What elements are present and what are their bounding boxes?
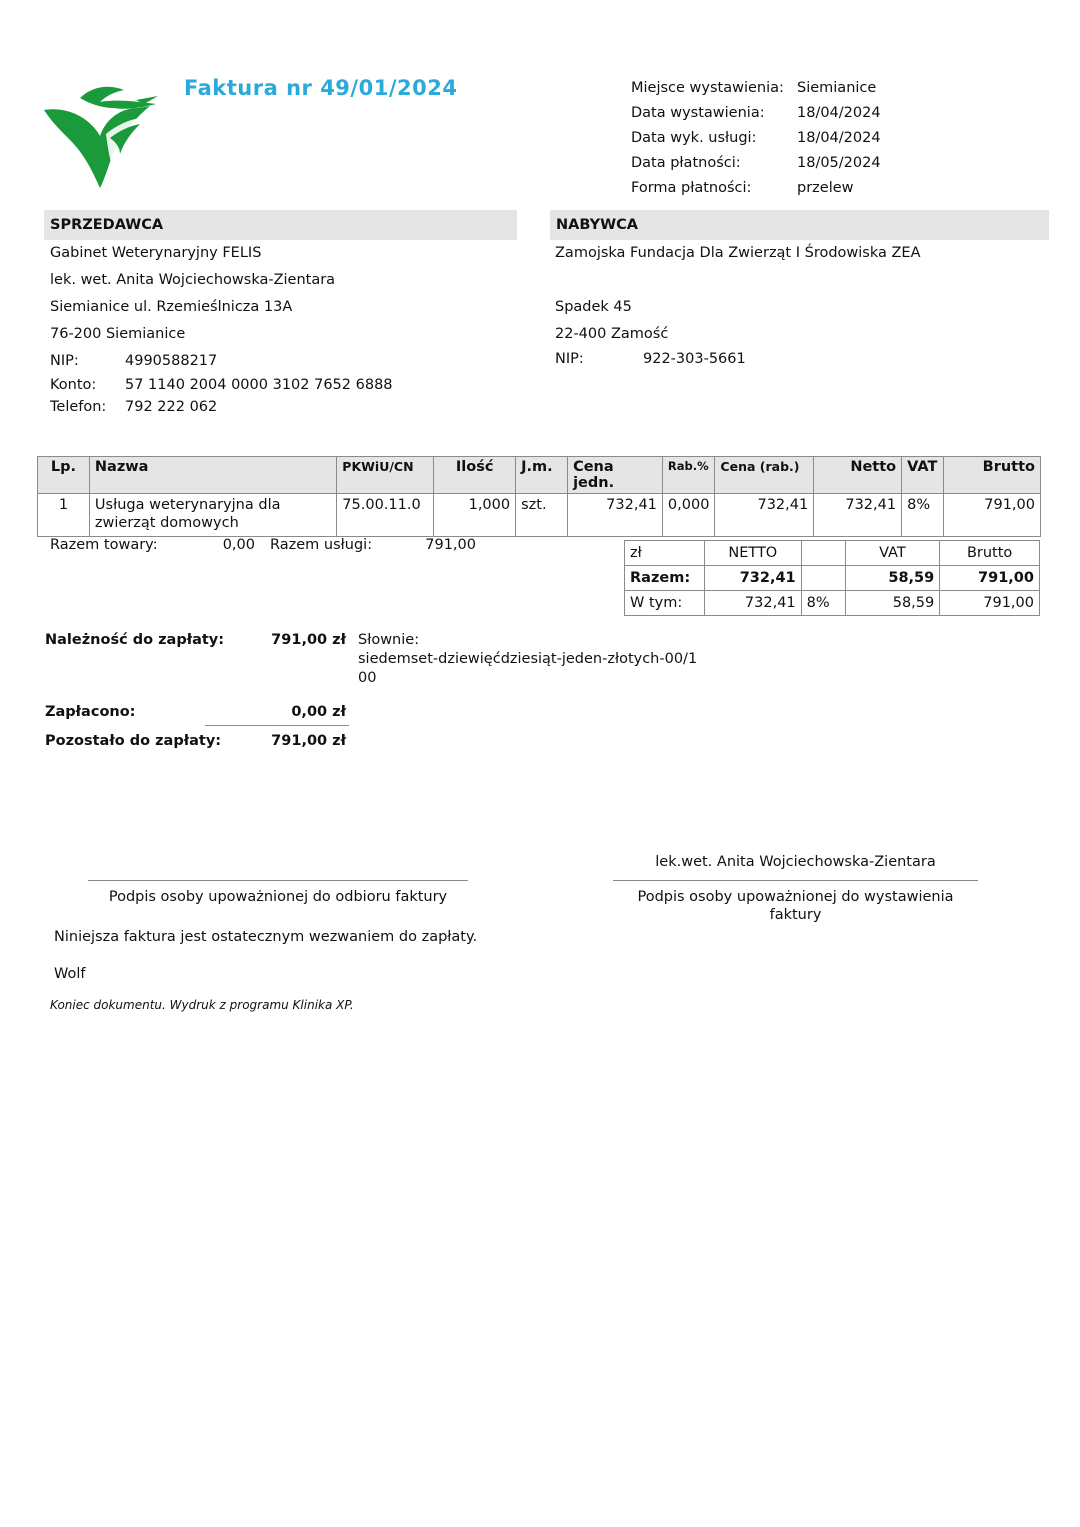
col-gross: Brutto [944,457,1041,494]
vat-sum-gross: 791,00 [940,566,1040,591]
seller-nip-value: 4990588217 [125,353,218,369]
seller-phone-value: 792 222 062 [125,399,218,415]
col-qty: Ilość [434,457,516,494]
goods-total-value: 0,00 [222,537,255,553]
amount-words-line1: siedemset-dziewięćdziesiąt-jeden-złotych-00/1 [358,651,698,667]
buyer-block [555,240,1045,370]
meta-label: Forma płatności: [631,180,752,196]
meta-value: Siemianice [797,80,877,96]
goods-total-label: Razem towary: [50,537,158,553]
cell-net: 732,41 [814,494,902,537]
vat-header-row [625,541,1040,566]
cell-price-disc: 732,41 [715,494,814,537]
vat-incl-row [625,591,1040,616]
document-end: Koniec dokumentu. Wydruk z programu Klinika XP. [50,998,354,1012]
meta-value: 18/04/2024 [797,130,881,146]
vat-h-gross: Brutto [940,541,1040,566]
seller-person: lek. wet. Anita Wojciechowska-Zientara [50,272,336,288]
cell-unit: szt. [516,494,568,537]
issuer-signature-line [613,880,978,881]
col-discount: Rab.% [662,457,715,494]
buyer-nip-value: 922-303-5661 [643,351,746,367]
cell-gross: 791,00 [944,494,1041,537]
services-total-label: Razem usługi: [270,537,373,553]
seller-nip-label: NIP: [50,353,79,369]
vat-h-rate [801,541,845,566]
meta-row [631,151,881,176]
meta-label: Data wystawienia: [631,105,765,121]
paid-value: 0,00 zł [291,704,346,720]
vat-incl-gross: 791,00 [940,591,1040,616]
vat-summary-table [624,540,1040,616]
amount-words-line2: 00 [358,670,377,686]
cell-discount: 0,000 [662,494,715,537]
meta-label: Miejsce wystawienia: [631,80,784,96]
col-pkwiu: PKWiU/CN [337,457,434,494]
invoice-meta [631,76,881,201]
seller-heading: SPRZEDAWCA [44,210,517,240]
cell-pkwiu: 75.00.11.0 [337,494,434,537]
amount-words-label: Słownie: [358,632,420,648]
items-header-row [38,457,1041,494]
invoice-title: Faktura nr 49/01/2024 [184,76,458,100]
services-total-value: 791,00 [425,537,476,553]
final-notice: Niniejsza faktura jest ostatecznym wezwaniem do zapłaty. [54,929,478,945]
issuer-signature-caption-1: Podpis osoby upoważnionej do wystawienia [637,889,954,905]
col-unit: J.m. [516,457,568,494]
table-row [38,494,1041,537]
amount-due-value: 791,00 zł [271,632,346,648]
issuer-signature-caption-2: faktury [769,907,822,923]
buyer-spacer [555,267,1045,294]
paid-label: Zapłacono: [45,704,136,720]
remaining-label: Pozostało do zapłaty: [45,733,222,749]
seller-account-label: Konto: [50,377,97,393]
cell-vat: 8% [902,494,944,537]
vat-incl-label: W tym: [625,591,705,616]
cell-price: 732,41 [568,494,663,537]
col-lp: Lp. [38,457,90,494]
vat-sum-net: 732,41 [704,566,801,591]
paid-divider [205,725,349,726]
col-vat: VAT [902,457,944,494]
cell-lp: 1 [38,494,90,537]
seller-block [50,240,510,418]
meta-label: Data płatności: [631,155,741,171]
vat-sum-vat: 58,59 [845,566,940,591]
items-table [37,456,1041,537]
vat-incl-vat: 58,59 [845,591,940,616]
cell-qty: 1,000 [434,494,516,537]
col-net: Netto [814,457,902,494]
seller-phone-label: Telefon: [50,399,107,415]
seller-city: 76-200 Siemianice [50,326,186,342]
seller-name: Gabinet Weterynaryjny FELIS [50,245,262,261]
meta-row [631,76,881,101]
seller-account [50,374,510,396]
clinic-logo [40,78,165,190]
vat-incl-net: 732,41 [704,591,801,616]
col-price: Cena jedn. [568,457,663,494]
vat-sum-row [625,566,1040,591]
buyer-street: Spadek 45 [555,299,632,315]
vat-incl-rate: 8% [801,591,845,616]
buyer-heading: NABYWCA [550,210,1049,240]
col-name: Nazwa [89,457,336,494]
seller-street: Siemianice ul. Rzemieślnicza 13A [50,299,293,315]
remaining-value: 791,00 zł [271,733,346,749]
meta-row [631,126,881,151]
issuer-name: lek.wet. Anita Wojciechowska-Zientara [655,854,936,870]
receiver-signature-line [88,880,468,881]
col-price-disc: Cena (rab.) [715,457,814,494]
meta-value: 18/05/2024 [797,155,881,171]
meta-row [631,101,881,126]
cell-name: Usługa weterynaryjna dla zwierząt domowych [89,494,336,537]
buyer-name: Zamojska Fundacja Dla Zwierząt I Środowiska ZEA [555,245,921,261]
meta-row [631,176,881,201]
seller-account-value: 57 1140 2004 0000 3102 7652 6888 [125,377,393,393]
seller-phone [50,396,510,418]
meta-value: 18/04/2024 [797,105,881,121]
vat-h-net: NETTO [704,541,801,566]
receiver-signature-caption: Podpis osoby upoważnionej do odbioru faktury [108,889,448,905]
buyer-nip-label: NIP: [555,351,584,367]
user-name: Wolf [54,966,86,982]
seller-nip [50,348,510,374]
meta-value: przelew [797,180,854,196]
amount-due-label: Należność do zapłaty: [45,632,225,648]
vat-sum-rate [801,566,845,591]
vat-sum-label: Razem: [625,566,705,591]
buyer-city: 22-400 Zamość [555,326,669,342]
vat-h-currency: zł [625,541,705,566]
meta-label: Data wyk. usługi: [631,130,757,146]
buyer-nip [555,348,1045,370]
vat-h-vat: VAT [845,541,940,566]
